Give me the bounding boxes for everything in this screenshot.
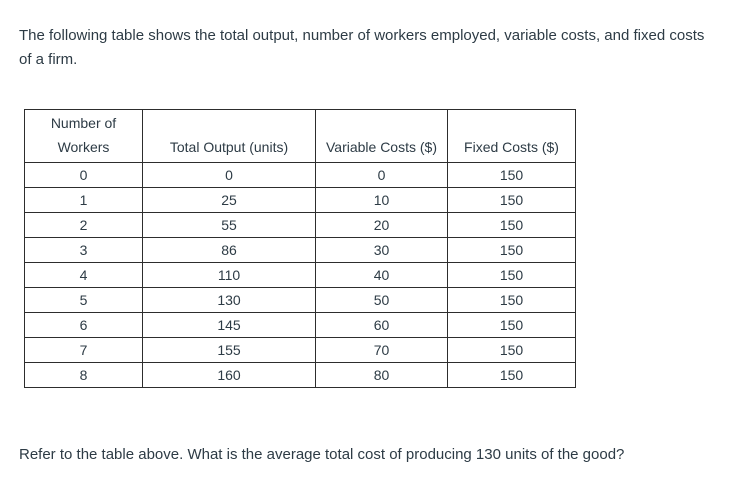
output-cell: 160 [143,363,316,388]
variable-cost-cell: 40 [316,263,448,288]
workers-cell: 2 [25,213,143,238]
workers-cell: 4 [25,263,143,288]
variable-cost-cell: 30 [316,238,448,263]
workers-cell: 5 [25,288,143,313]
workers-cell: 1 [25,188,143,213]
table-row [25,288,576,313]
table-row [25,188,576,213]
output-cell: 110 [143,263,316,288]
workers-cell: 6 [25,313,143,338]
table-row [25,213,576,238]
intro-text: The following table shows the total output, number of workers employed, variable costs, and fixed costs of a firm. [19,27,705,68]
fixed-cost-cell: 150 [448,213,576,238]
table-row [25,163,576,188]
output-cell: 55 [143,213,316,238]
variable-cost-cell: 70 [316,338,448,363]
output-cell: 145 [143,313,316,338]
table-row [25,263,576,288]
fixed-cost-cell: 150 [448,263,576,288]
output-cell: 130 [143,288,316,313]
workers-cell: 8 [25,363,143,388]
fixed-cost-cell: 150 [448,163,576,188]
variable-cost-cell: 20 [316,213,448,238]
fixed-cost-cell: 150 [448,363,576,388]
fixed-cost-cell: 150 [448,188,576,213]
header-fixed-costs: Fixed Costs ($) [448,110,576,163]
fixed-cost-cell: 150 [448,288,576,313]
output-cell: 155 [143,338,316,363]
workers-cell: 0 [25,163,143,188]
table-row [25,238,576,263]
output-cell: 86 [143,238,316,263]
output-cell: 25 [143,188,316,213]
table-header-row [25,110,576,163]
variable-cost-cell: 50 [316,288,448,313]
variable-cost-cell: 60 [316,313,448,338]
fixed-cost-cell: 150 [448,338,576,363]
cost-table [24,109,576,388]
table-row [25,363,576,388]
variable-cost-cell: 0 [316,163,448,188]
fixed-cost-cell: 150 [448,313,576,338]
header-number-of-workers: Number of Workers [25,110,143,163]
header-variable-costs: Variable Costs ($) [316,110,448,163]
workers-cell: 7 [25,338,143,363]
table-row [25,338,576,363]
question-text: Refer to the table above. What is the average total cost of producing 130 units of the good? [19,446,625,463]
workers-cell: 3 [25,238,143,263]
header-total-output: Total Output (units) [143,110,316,163]
table-row [25,313,576,338]
variable-cost-cell: 10 [316,188,448,213]
fixed-cost-cell: 150 [448,238,576,263]
variable-cost-cell: 80 [316,363,448,388]
output-cell: 0 [143,163,316,188]
